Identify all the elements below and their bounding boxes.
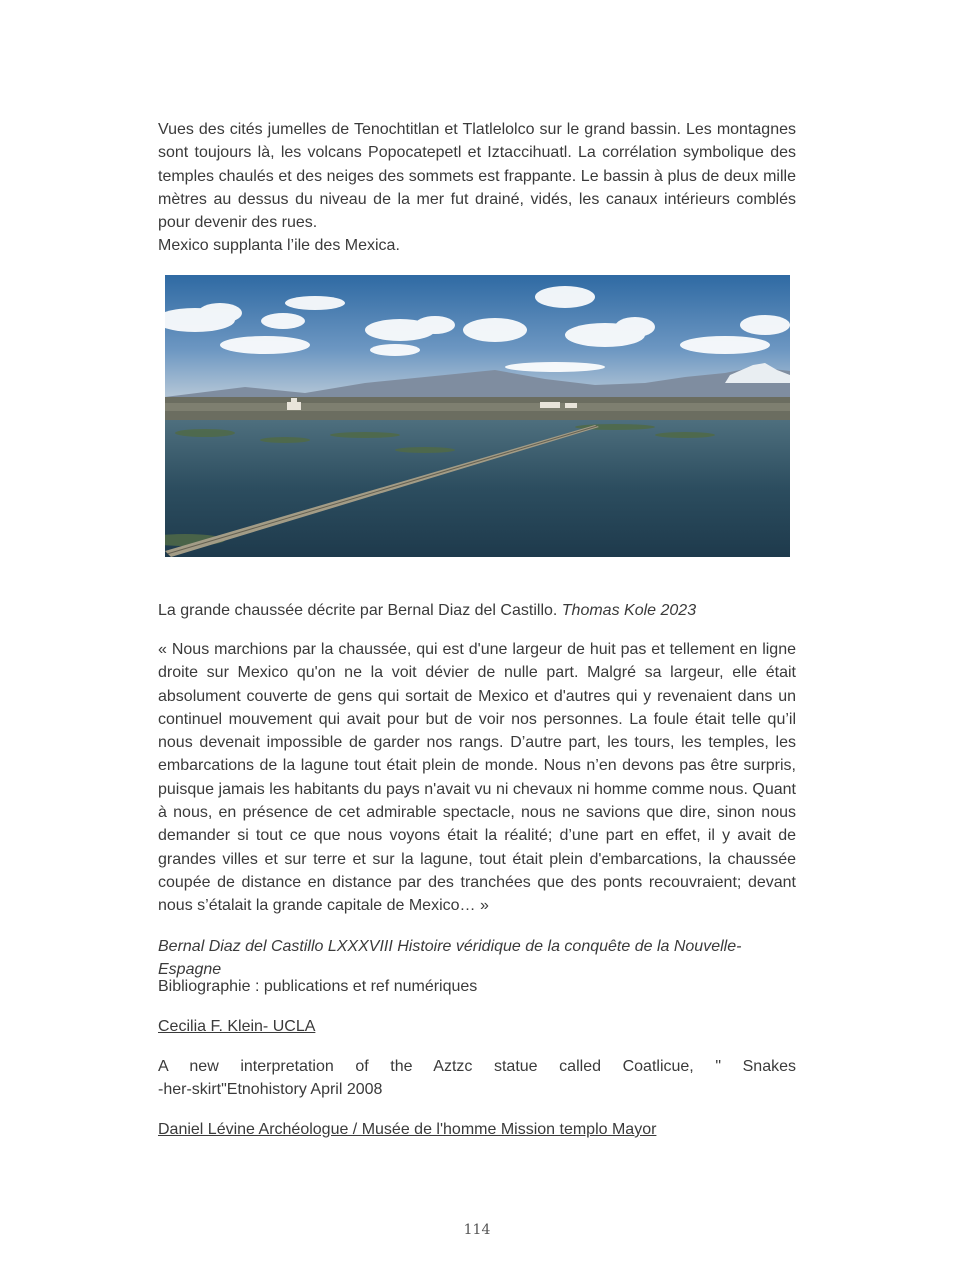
bibliography-article-klein [158, 1055, 796, 1101]
page-number: 114 [463, 1222, 491, 1238]
bibliography-heading: Bibliographie : publications et ref numériques [158, 978, 478, 995]
caption-text: La grande chaussée décrite par Bernal Diaz del Castillo. [158, 602, 562, 619]
article-line-2: -her-skirt"Etnohistory April 2008 [158, 1081, 383, 1098]
author-link-klein[interactable]: Cecilia F. Klein- UCLA [158, 1018, 316, 1035]
causeway-painting [165, 275, 790, 557]
intro-paragraph [158, 118, 796, 258]
caption-credit: Thomas Kole 2023 [561, 602, 697, 619]
quote-paragraph: « Nous marchions par la chaussée, qui est d'une largeur de huit pas et tellement en ligne droite sur Mexico qu'on ne la voit dévier de nulle part. Malgré sa largeur, elle était absolument couverte de gens qui sortait de Mexico et d'autres qui y revenaient dans un continuel mouvement qui avait pour but de voir nos personnes. La foule était telle qu’il nous devenait impossible de garder nos rangs. D’autre part, les tours, les temples, les embarcations de la lagune tout était plein de monde. Nous n’en devons pas être surpris, puisque jamais les habitants du pays n'avait vu ni chevaux ni homme comme nous. Quant à nous, en présence de cet admirable spectacle, nous ne savions que dire, sinon nous demander si tout ce que nous voyons était la réalité; d’une part en effet, il y avait de grandes villes et sur terre et sur la lagune, tout était plein d'embarcations, la chaussée coupée de distance en distance par des tranchées que des ponts recouvraient; devant nous s’étalait la grande capitale de Mexico… » [158, 641, 796, 915]
quote-source: Bernal Diaz del Castillo LXXXVIII Histoire véridique de la conquête de la Nouvelle-Espagne [158, 938, 742, 978]
intro-text: Vues des cités jumelles de Tenochtitlan et Tlatlelolco sur le grand bassin. Les montagnes sont toujours là, les volcans Popocatepetl et Iztaccihuatl. La corrélation symbolique des temples chaulés et des neiges des sommets est frappante. Le bassin à plus de deux mille mètres au dessus du niveau de la mer fut drainé, vidés, les canaux intérieurs comblés pour devenir des rues. [158, 121, 796, 232]
article-line-1: A new interpretation of the Aztzc statue called Coatlicue, " Snakes [158, 1058, 796, 1075]
bibliography-author-levine [158, 1118, 796, 1141]
bibliography-author-klein [158, 1015, 796, 1038]
author-link-levine[interactable]: Daniel Lévine Archéologue / Musée de l'homme Mission templo Mayor [158, 1121, 657, 1138]
lake-causeway-image [165, 275, 790, 557]
figure-caption [158, 599, 796, 622]
intro-line: Mexico supplanta l’ile des Mexica. [158, 237, 400, 255]
